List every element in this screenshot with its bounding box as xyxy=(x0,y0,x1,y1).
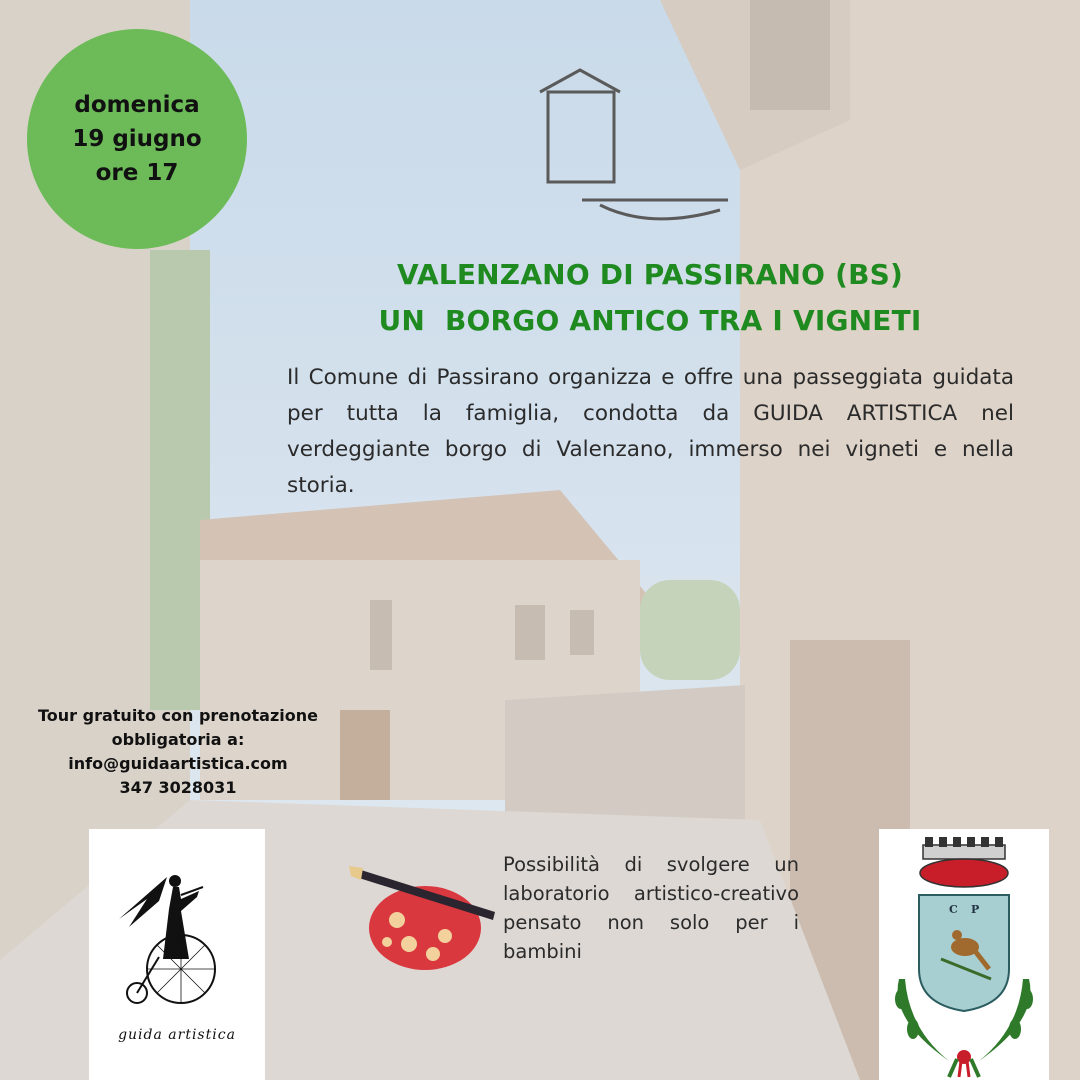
municipal-crest-icon xyxy=(879,829,1049,1080)
angel-bicycle-logo-icon xyxy=(89,829,265,1019)
booking-email[interactable]: info@guidaartistica.com xyxy=(68,754,288,773)
workshop-note: Possibilità di svolgere un laboratorio artistico-creativo pensato non solo per i bambini xyxy=(503,853,799,963)
svg-text:P: P xyxy=(971,903,980,916)
guida-artistica-caption: guida artistica xyxy=(118,1027,236,1043)
paint-palette-icon xyxy=(345,860,505,975)
headline-line-1: VALENZANO DI PASSIRANO (BS) xyxy=(396,258,904,291)
event-day: domenica xyxy=(74,92,200,118)
booking-line-2: obbligatoria a: xyxy=(111,730,245,749)
guida-artistica-logo xyxy=(89,829,265,1080)
event-date-badge xyxy=(27,29,247,249)
event-description: Il Comune di Passirano organizza e offre una passeggiata guidata per tutta la famiglia, condotta da GUIDA ARTISTICA nel verdeggiante borgo di Valenzano, immerso nei vigneti e nella storia. xyxy=(287,365,1014,498)
event-date: 19 giugno xyxy=(72,126,202,152)
booking-info xyxy=(18,704,338,800)
booking-phone[interactable]: 347 3028031 xyxy=(119,778,237,797)
headline-line-2: UN BORGO ANTICO TRA I VIGNETI xyxy=(378,304,922,337)
municipal-crest-logo xyxy=(879,829,1049,1080)
event-time: ore 17 xyxy=(95,160,179,186)
booking-line-1: Tour gratuito con prenotazione xyxy=(38,706,318,725)
headline xyxy=(290,252,1010,344)
svg-text:C: C xyxy=(949,903,958,916)
